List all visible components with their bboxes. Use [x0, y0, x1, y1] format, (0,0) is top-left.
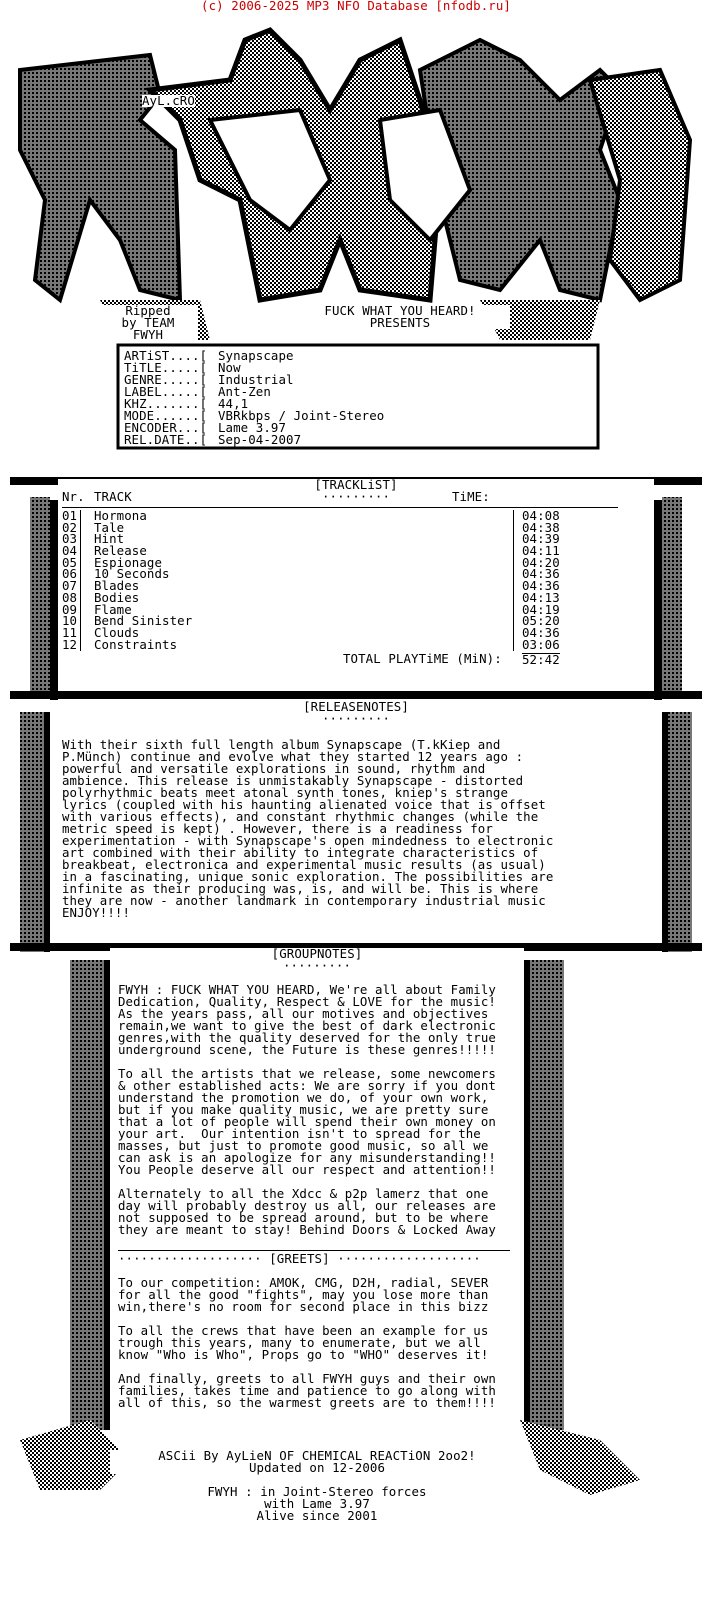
- time-separator: [513, 592, 514, 604]
- info-value: 44,1: [218, 396, 249, 411]
- track-number: 02: [62, 519, 78, 535]
- track-time: 04:08: [522, 508, 560, 523]
- track-separator: [80, 568, 81, 580]
- track-separator: [80, 604, 81, 616]
- track-separator: [80, 639, 81, 651]
- track-time: 04:39: [522, 531, 560, 547]
- time-separator: [513, 522, 514, 534]
- track-separator: [80, 510, 81, 522]
- info-value: Now: [218, 360, 241, 375]
- tracklist-title: [TRACKLiST]: [314, 477, 398, 492]
- info-value: VBRkbps / Joint-Stereo: [218, 408, 385, 423]
- time-separator: [513, 545, 514, 557]
- track-number: 12: [62, 636, 78, 652]
- time-separator: [513, 639, 514, 651]
- track-separator: [80, 533, 81, 545]
- presents-heading: FUCK WHAT YOU HEARD! PRESENTS: [290, 305, 510, 329]
- info-value: Lame 3.97: [218, 420, 287, 435]
- info-value: Synapscape: [218, 348, 294, 363]
- track-number: 11: [62, 624, 78, 640]
- groupnotes-section: [110, 948, 524, 1409]
- groupnotes-dots: ·········: [282, 958, 352, 973]
- track-name: Blades: [94, 578, 140, 594]
- release-info: [120, 350, 590, 446]
- track-time: 04:11: [522, 543, 560, 559]
- track-time: 04:36: [522, 578, 560, 594]
- time-separator: [513, 615, 514, 627]
- track-separator: [80, 627, 81, 639]
- track-row: [58, 510, 654, 522]
- releasenotes-section: [50, 701, 662, 919]
- footer-info: FWYH : in Joint-Stereo forces with Lame 3.97 Alive since 2001: [110, 1486, 524, 1522]
- time-separator: [513, 510, 514, 522]
- track-number: 01: [62, 508, 78, 523]
- track-number: 08: [62, 589, 78, 605]
- info-label: TiTLE.....[: [124, 360, 208, 375]
- groupnotes-p2: To all the artists that we release, some newcomers & other established acts: We are sorry if you dont understand the promotion we do, of your own work, but if you make quality music, we are pretty sure that a lot of people will spend their own money on your art. Our intention isn't to spread for the masses, but just to promote good music, so all we can ask is an apologize for any misunderstanding!! You People deserve all our respect and attention!!: [118, 1066, 496, 1177]
- track-number: 07: [62, 578, 78, 594]
- info-value: Sep-04-2007: [218, 432, 302, 447]
- track-number: 04: [62, 543, 78, 559]
- track-row: [58, 580, 654, 592]
- info-label: REL.DATE..[: [124, 432, 208, 447]
- track-time: 03:06: [522, 636, 560, 652]
- greets-title: ··················· [GREETS] ···················: [118, 1251, 481, 1266]
- footer-credit: ASCii By AyLieN OF CHEMICAL REACTiON 2oo2! Updated on 12-2006: [110, 1450, 524, 1474]
- info-label: MODE......[: [124, 408, 208, 423]
- track-name: Bodies: [94, 589, 140, 605]
- info-row: [120, 434, 590, 446]
- col-time-header: TiME:: [452, 489, 490, 504]
- track-name: Espionage: [94, 554, 163, 570]
- track-row: [58, 519, 654, 535]
- track-number: 06: [62, 566, 78, 582]
- track-name: Clouds: [94, 624, 140, 640]
- greets-p1: To our competition: AMOK, CMG, D2H, radial, SEVER for all the good "fights", may you lose more than win,there's no room for second place in this bizz: [118, 1275, 489, 1314]
- releasenotes-dots: ·········: [321, 711, 391, 726]
- groupnotes-title: [GROUPNOTES]: [271, 946, 363, 961]
- track-number: 10: [62, 613, 78, 629]
- track-time: 04:20: [522, 554, 560, 570]
- info-value: Industrial: [218, 372, 294, 387]
- track-name: Flame: [94, 601, 132, 617]
- track-separator: [80, 580, 81, 592]
- track-name: Hint: [94, 531, 125, 547]
- info-label: KHZ.......[: [124, 396, 208, 411]
- track-number: 05: [62, 554, 78, 570]
- track-separator: [80, 615, 81, 627]
- track-separator: [80, 545, 81, 557]
- time-separator: [513, 557, 514, 569]
- track-row: [58, 533, 654, 545]
- track-time: 04:38: [522, 519, 560, 535]
- time-separator: [513, 580, 514, 592]
- col-track-header: TRACK: [94, 489, 132, 504]
- header-link[interactable]: (c) 2006-2025 MP3 NFO Database [nfodb.ru]: [201, 0, 511, 13]
- info-label: ARTiST....[: [124, 348, 208, 363]
- track-row: [58, 615, 654, 627]
- time-separator: [513, 627, 514, 639]
- col-nr-header: Nr.: [62, 489, 85, 504]
- ripped-by: Ripped by TEAM FWYH: [98, 305, 198, 341]
- tracklist-dots: ·········: [321, 489, 391, 504]
- track-row: [58, 589, 654, 605]
- releasenotes-title: [RELEASENOTES]: [303, 699, 409, 714]
- time-separator: [513, 533, 514, 545]
- track-separator: [80, 522, 81, 534]
- track-name: Tale: [94, 519, 125, 535]
- track-time: 04:13: [522, 589, 560, 605]
- track-time: 05:20: [522, 613, 560, 629]
- info-value: Ant-Zen: [218, 384, 271, 399]
- track-separator: [80, 592, 81, 604]
- track-row: [58, 636, 654, 652]
- total-playtime-label: TOTAL PLAYTiME (MiN):: [343, 651, 502, 667]
- track-number: 03: [62, 531, 78, 547]
- groupnotes-p3: Alternately to all the Xdcc & p2p lamerz that one day will probably destroy us all, our releases are not supposed to be spread around, but to be where they are meant to stay! Behind Doors & Locked Away: [118, 1186, 496, 1237]
- tracklist-section: [58, 479, 654, 666]
- track-time: 04:19: [522, 601, 560, 617]
- track-number: 09: [62, 601, 78, 617]
- total-playtime-value: 52:42: [522, 652, 560, 668]
- info-label: GENRE.....[: [124, 372, 208, 387]
- track-row: [58, 568, 654, 580]
- groupnotes-p1: FWYH : FUCK WHAT YOU HEARD, We're all about Family Dedication, Quality, Respect & LOVE for the music! As the years pass, all our motives and objectives remain,we want to give the best of dark electronic genres,with the quality deserved for the only true underground scene, the Future is these genres!!!!!: [118, 982, 496, 1057]
- art-credit: AyL.cRO: [142, 93, 195, 108]
- track-name: 10 Seconds: [94, 566, 170, 582]
- releasenotes-text: With their sixth full length album Synapscape (T.kKiep and P.Münch) continue and evolve what they started 12 years ago : powerful and versatile explorations in sound, rhythm and ambience. This release is unmistakably Synapscape - distorted polyrhythmic beats meet atonal synth tones, kniep's strange lyrics (coupled with his haunting alienated voice that is offset with various effects), and constant rhythmic changes (while the metric speed is kept) . However, there is a readiness for experimentation - with Synapscape's open mindedness to electronic art combined with their ability to integrate characteristics of breakbeat, electronica and experimental music results (as usual) in a fascinating, unique sonic exploration. The possibilities are infinite as their producing was, is, and will be. This is where they are now - another landmark in contemporary industrial music ENJOY!!!!: [62, 737, 554, 920]
- track-time: 04:36: [522, 624, 560, 640]
- info-label: ENCODER...[: [124, 420, 208, 435]
- track-separator: [80, 557, 81, 569]
- fwyh-logo-art: [20, 30, 690, 340]
- track-name: Release: [94, 543, 147, 559]
- track-time: 04:36: [522, 566, 560, 582]
- track-name: Hormona: [94, 508, 147, 523]
- time-separator: [513, 604, 514, 616]
- time-separator: [513, 568, 514, 580]
- greets-p2: To all the crews that have been an example for us trough this years, many to enumerate, but we all know "Who is Who", Props go to "WHO" deserves it!: [118, 1323, 489, 1362]
- track-name: Bend Sinister: [94, 613, 193, 629]
- info-label: LABEL.....[: [124, 384, 208, 399]
- greets-p3: And finally, greets to all FWYH guys and their own families, takes time and patience to go along with all of this, so the warmest greets are to them!!!!: [118, 1371, 496, 1410]
- track-name: Constraints: [94, 636, 178, 652]
